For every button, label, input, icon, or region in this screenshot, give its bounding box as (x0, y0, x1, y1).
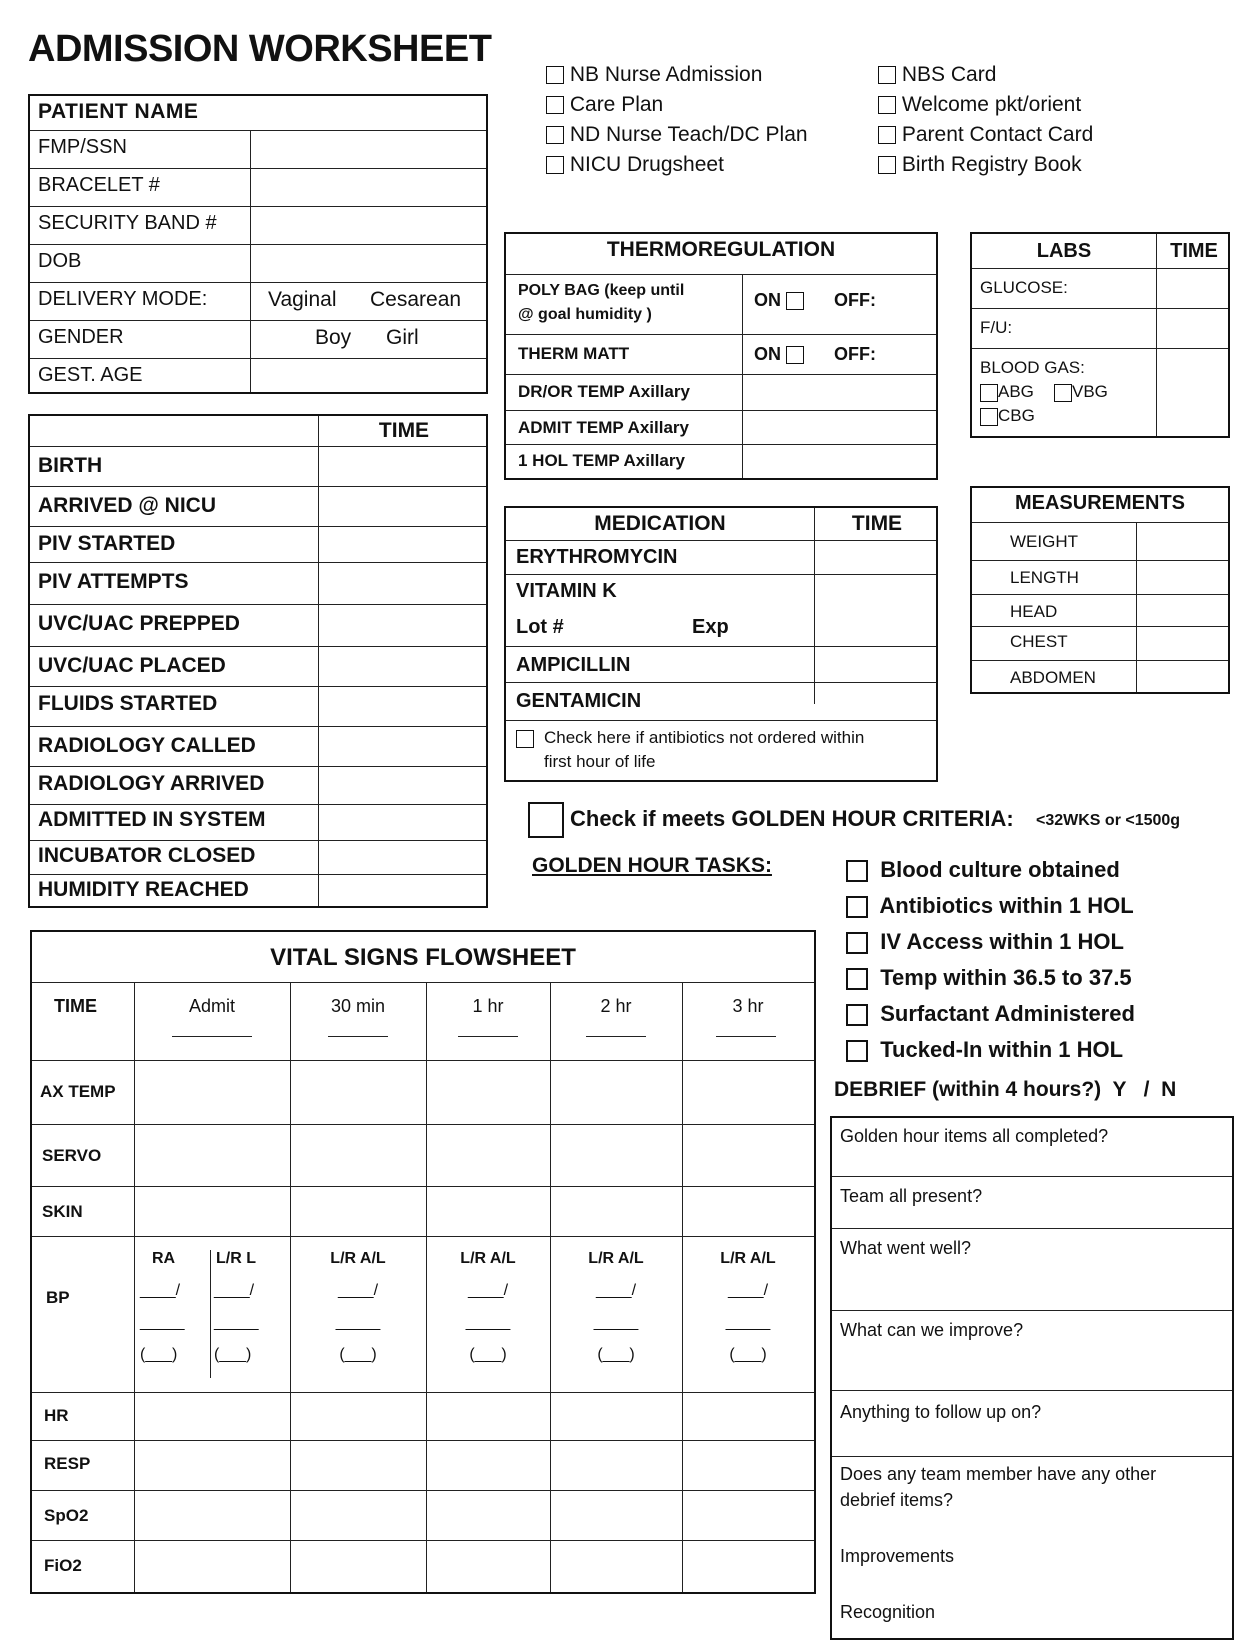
row-ax-temp: AX TEMP (40, 1082, 116, 1101)
glucose-label: GLUCOSE: (980, 278, 1068, 297)
event-admitted: ADMITTED IN SYSTEM (38, 808, 266, 831)
bp-col-label: L/R A/L (720, 1250, 776, 1267)
patient-name-label: PATIENT NAME (38, 100, 199, 123)
patient-table (28, 94, 488, 394)
debrief-q4: What can we improve? (840, 1320, 1024, 1340)
bp-col-label: L/R A/L (460, 1250, 516, 1267)
measurements-header: MEASUREMENTS (1014, 492, 1185, 514)
bp-paren[interactable]: (___) (469, 1346, 507, 1363)
poly-bag-label: POLY BAG (keep until (518, 282, 685, 299)
debrief-q1: Golden hour items all completed? (840, 1126, 1109, 1146)
row-fio2: FiO2 (44, 1556, 82, 1575)
golden-hour-tasks-label: GOLDEN HOUR TASKS: (532, 854, 772, 877)
checkbox[interactable] (846, 896, 868, 918)
gender-girl[interactable]: Girl (386, 326, 419, 349)
row-servo: SERVO (42, 1146, 102, 1165)
event-uvc-prepped: UVC/UAC PREPPED (38, 612, 240, 635)
checkbox[interactable] (546, 96, 564, 114)
checklist-item[interactable] (878, 60, 1093, 90)
events-time-header: TIME (378, 419, 430, 442)
vitals-title: VITAL SIGNS FLOWSHEET (270, 944, 576, 971)
task-item[interactable]: Surfactant Administered (846, 996, 1135, 1032)
checkbox[interactable] (846, 932, 868, 954)
checklist-label: NB Nurse Admission (569, 63, 763, 86)
event-radiology-called: RADIOLOGY CALLED (38, 734, 256, 757)
checkbox[interactable] (846, 968, 868, 990)
task-item[interactable]: Blood culture obtained (846, 852, 1135, 888)
bp-paren[interactable]: (___) (729, 1346, 767, 1363)
bp-line[interactable]: _____ (335, 1314, 381, 1331)
weight-label: WEIGHT (1010, 532, 1078, 551)
length-label: LENGTH (1010, 568, 1079, 587)
checkbox[interactable] (786, 292, 804, 310)
checklist-label: NBS Card (901, 63, 997, 86)
thermo-table (504, 232, 938, 480)
col-admit: Admit (188, 996, 235, 1016)
col-1hr: 1 hr (472, 996, 504, 1016)
bp-col-label: L/R A/L (330, 1250, 386, 1267)
bp-slash[interactable]: ____/ (727, 1282, 769, 1299)
col-3hr: 3 hr (732, 996, 764, 1016)
erythromycin-label: ERYTHROMYCIN (516, 546, 678, 568)
vbg-option[interactable]: VBG (1054, 382, 1108, 402)
checkbox[interactable] (546, 156, 564, 174)
debrief-recognition: Recognition (840, 1602, 936, 1622)
admit-temp-label: ADMIT TEMP Axillary (518, 418, 689, 437)
task-item[interactable]: Temp within 36.5 to 37.5 (846, 960, 1135, 996)
checkbox[interactable] (878, 66, 896, 84)
row-spo2: SpO2 (44, 1506, 89, 1525)
antibiotic-note-2: first hour of life (544, 752, 656, 771)
bp-slash[interactable]: ____/ (595, 1282, 637, 1299)
debrief-q5: Anything to follow up on? (840, 1402, 1042, 1422)
hol-temp-label: 1 HOL TEMP Axillary (518, 451, 685, 470)
medication-time-header: TIME (851, 512, 903, 535)
bp-ra: RA (152, 1250, 176, 1267)
debrief-q6: Does any team member have any other (840, 1464, 1157, 1484)
therm-matt-label: THERM MATT (518, 344, 630, 363)
checklist-item[interactable] (546, 90, 808, 120)
antibiotic-checkbox[interactable] (516, 730, 534, 748)
bp-slash[interactable]: ____/ (467, 1282, 509, 1299)
col-30min: 30 min (330, 996, 386, 1016)
lot-label: Lot # (516, 616, 564, 638)
bp-line[interactable]: _____ (465, 1314, 511, 1331)
bp-slash[interactable]: ____/ (214, 1282, 255, 1299)
checkbox[interactable] (980, 408, 998, 426)
event-uvc-placed: UVC/UAC PLACED (38, 654, 226, 677)
bp-slash[interactable]: ____/ (140, 1282, 181, 1299)
thermo-header: THERMOREGULATION (606, 238, 836, 261)
gender-boy[interactable]: Boy (315, 326, 352, 349)
event-birth: BIRTH (38, 454, 103, 477)
poly-bag-off: OFF: (834, 290, 876, 310)
debrief-improvements: Improvements (840, 1546, 955, 1566)
golden-hour-checkbox[interactable] (528, 802, 564, 838)
bp-paren[interactable]: (___) (214, 1346, 252, 1363)
gest-age-label: GEST. AGE (38, 364, 143, 386)
bracelet-label: BRACELET # (38, 174, 160, 196)
checklist-label: NICU Drugsheet (569, 153, 724, 176)
vital-signs-table (30, 930, 816, 1594)
event-humidity-reached: HUMIDITY REACHED (38, 878, 249, 901)
labs-table (970, 232, 1230, 438)
debrief-q6-cont: debrief items? (840, 1490, 954, 1510)
debrief-table (830, 1116, 1234, 1640)
fu-label: F/U: (980, 318, 1013, 337)
abg-option[interactable]: ABG (980, 382, 1034, 402)
fmp-ssn-label: FMP/SSN (38, 136, 127, 158)
measurements-table (970, 486, 1230, 694)
checkbox[interactable] (846, 1040, 868, 1062)
event-fluids-started: FLUIDS STARTED (38, 692, 218, 715)
therm-matt-on[interactable]: ON (754, 344, 804, 365)
top-checklist-right (878, 60, 1093, 180)
col-2hr: 2 hr (600, 996, 632, 1016)
debrief-q2: Team all present? (840, 1186, 983, 1206)
golden-hour-tasks (846, 852, 1135, 1068)
checkbox[interactable] (846, 860, 868, 882)
labs-header: LABS (1036, 240, 1092, 262)
checklist-label: Parent Contact Card (901, 123, 1094, 146)
checklist-item[interactable] (878, 120, 1093, 150)
therm-matt-off: OFF: (834, 344, 876, 364)
task-item[interactable]: Tucked-In within 1 HOL (846, 1032, 1135, 1068)
checklist-label: Welcome pkt/orient (901, 93, 1082, 116)
poly-bag-note: @ goal humidity ) (518, 306, 652, 323)
row-bp: BP (46, 1288, 70, 1307)
bp-line[interactable]: _____ (214, 1314, 259, 1331)
bp-slash[interactable]: ____/ (337, 1282, 379, 1299)
bp-line[interactable]: _____ (725, 1314, 771, 1331)
dr-or-temp-label: DR/OR TEMP Axillary (518, 382, 690, 401)
checkbox[interactable] (878, 156, 896, 174)
dob-label: DOB (38, 250, 82, 272)
bp-paren[interactable]: (___) (140, 1346, 178, 1363)
golden-hour-criteria-detail: <32WKS or <1500g (1036, 812, 1181, 829)
vitamin-k-label: VITAMIN K (516, 580, 617, 602)
gentamicin-label: GENTAMICIN (516, 690, 642, 712)
top-checklist-left (546, 60, 808, 180)
checklist-item[interactable] (546, 120, 808, 150)
bp-line[interactable]: _____ (140, 1314, 185, 1331)
checkbox[interactable] (516, 730, 534, 748)
labs-time-header: TIME (1170, 240, 1218, 262)
blood-gas-label: BLOOD GAS: (980, 358, 1085, 377)
checkbox[interactable] (846, 1004, 868, 1026)
security-band-label: SECURITY BAND # (38, 212, 217, 234)
bp-col-label: L/R A/L (588, 1250, 644, 1267)
checklist-label: ND Nurse Teach/DC Plan (569, 123, 808, 146)
event-piv-attempts: PIV ATTEMPTS (38, 570, 189, 593)
row-skin: SKIN (42, 1202, 83, 1221)
vitals-time-label: TIME (54, 996, 97, 1016)
event-radiology-arrived: RADIOLOGY ARRIVED (38, 772, 265, 795)
debrief-q3: What went well? (840, 1238, 972, 1258)
bp-paren[interactable]: (___) (597, 1346, 635, 1363)
bp-paren[interactable]: (___) (339, 1346, 377, 1363)
gender-label: GENDER (38, 326, 124, 348)
checkbox[interactable] (878, 96, 896, 114)
golden-hour-criteria: Check if meets GOLDEN HOUR CRITERIA: (570, 806, 1014, 831)
head-label: HEAD (1010, 602, 1058, 621)
checkbox[interactable] (878, 126, 896, 144)
exp-label: Exp (692, 616, 729, 638)
cbg-option[interactable]: CBG (980, 406, 1035, 426)
abdomen-label: ABDOMEN (1010, 668, 1096, 687)
checklist-item[interactable] (546, 150, 808, 180)
delivery-cesarean[interactable]: Cesarean (370, 288, 462, 311)
delivery-vaginal[interactable]: Vaginal (268, 288, 337, 311)
checkbox[interactable] (786, 346, 804, 364)
medication-table (504, 506, 938, 782)
ampicillin-label: AMPICILLIN (516, 654, 631, 676)
checkbox[interactable] (1054, 384, 1072, 402)
checklist-item[interactable] (878, 150, 1093, 180)
delivery-mode-label: DELIVERY MODE: (38, 288, 208, 310)
checklist-item[interactable] (878, 90, 1093, 120)
checklist-item[interactable] (546, 60, 808, 90)
bp-lrl: L/R L (216, 1250, 256, 1267)
events-table (28, 414, 488, 908)
checklist-label: Birth Registry Book (901, 153, 1082, 176)
chest-label: CHEST (1010, 632, 1068, 651)
poly-bag-on[interactable]: ON (754, 290, 804, 311)
row-hr: HR (44, 1406, 69, 1425)
checkbox[interactable] (546, 126, 564, 144)
checkbox[interactable] (980, 384, 998, 402)
event-arrived: ARRIVED @ NICU (38, 494, 216, 517)
task-item[interactable]: Antibiotics within 1 HOL (846, 888, 1135, 924)
medication-header: MEDICATION (594, 512, 726, 535)
antibiotic-note: Check here if antibiotics not ordered within (544, 728, 865, 747)
row-resp: RESP (44, 1454, 91, 1473)
checkbox[interactable] (546, 66, 564, 84)
task-item[interactable]: IV Access within 1 HOL (846, 924, 1135, 960)
checklist-label: Care Plan (569, 93, 664, 116)
bp-line[interactable]: _____ (593, 1314, 639, 1331)
debrief-label: DEBRIEF (within 4 hours?) Y / N (834, 1078, 1177, 1101)
event-piv-started: PIV STARTED (38, 532, 176, 555)
event-incubator-closed: INCUBATOR CLOSED (38, 844, 256, 867)
page-title: ADMISSION WORKSHEET (28, 28, 492, 70)
